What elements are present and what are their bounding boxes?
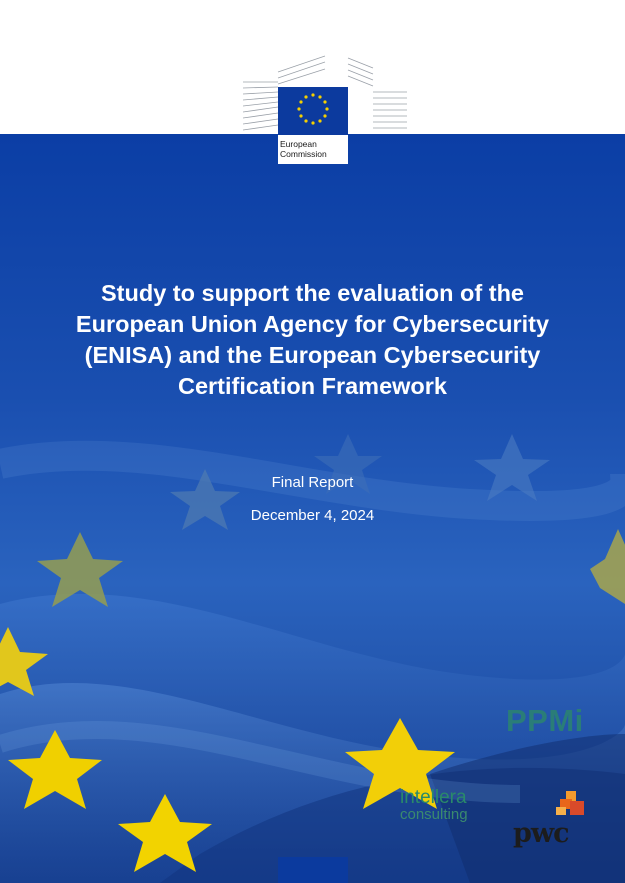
intellera-logo-line1: intellera [400, 787, 467, 808]
european-commission-logo [243, 52, 409, 164]
pwc-logo: pwc [513, 818, 569, 849]
intellera-logo-line2: consulting [400, 806, 468, 823]
report-title: Study to support the evaluation of the European Union Agency for Cybersecurity (ENISA) and the European Cybersecurity Certification Framework [75, 280, 550, 399]
logo-text-line1: European [280, 139, 317, 149]
pwc-mark-icon [556, 791, 588, 817]
report-type: Final Report [271, 474, 354, 491]
logo-label [278, 135, 348, 164]
footer-tab [278, 857, 348, 883]
logo-text-line2: Commission [280, 149, 327, 159]
ppmi-logo: PPMi [506, 703, 584, 738]
report-date: December 4, 2024 [250, 507, 375, 524]
intellera-logo [400, 789, 468, 823]
